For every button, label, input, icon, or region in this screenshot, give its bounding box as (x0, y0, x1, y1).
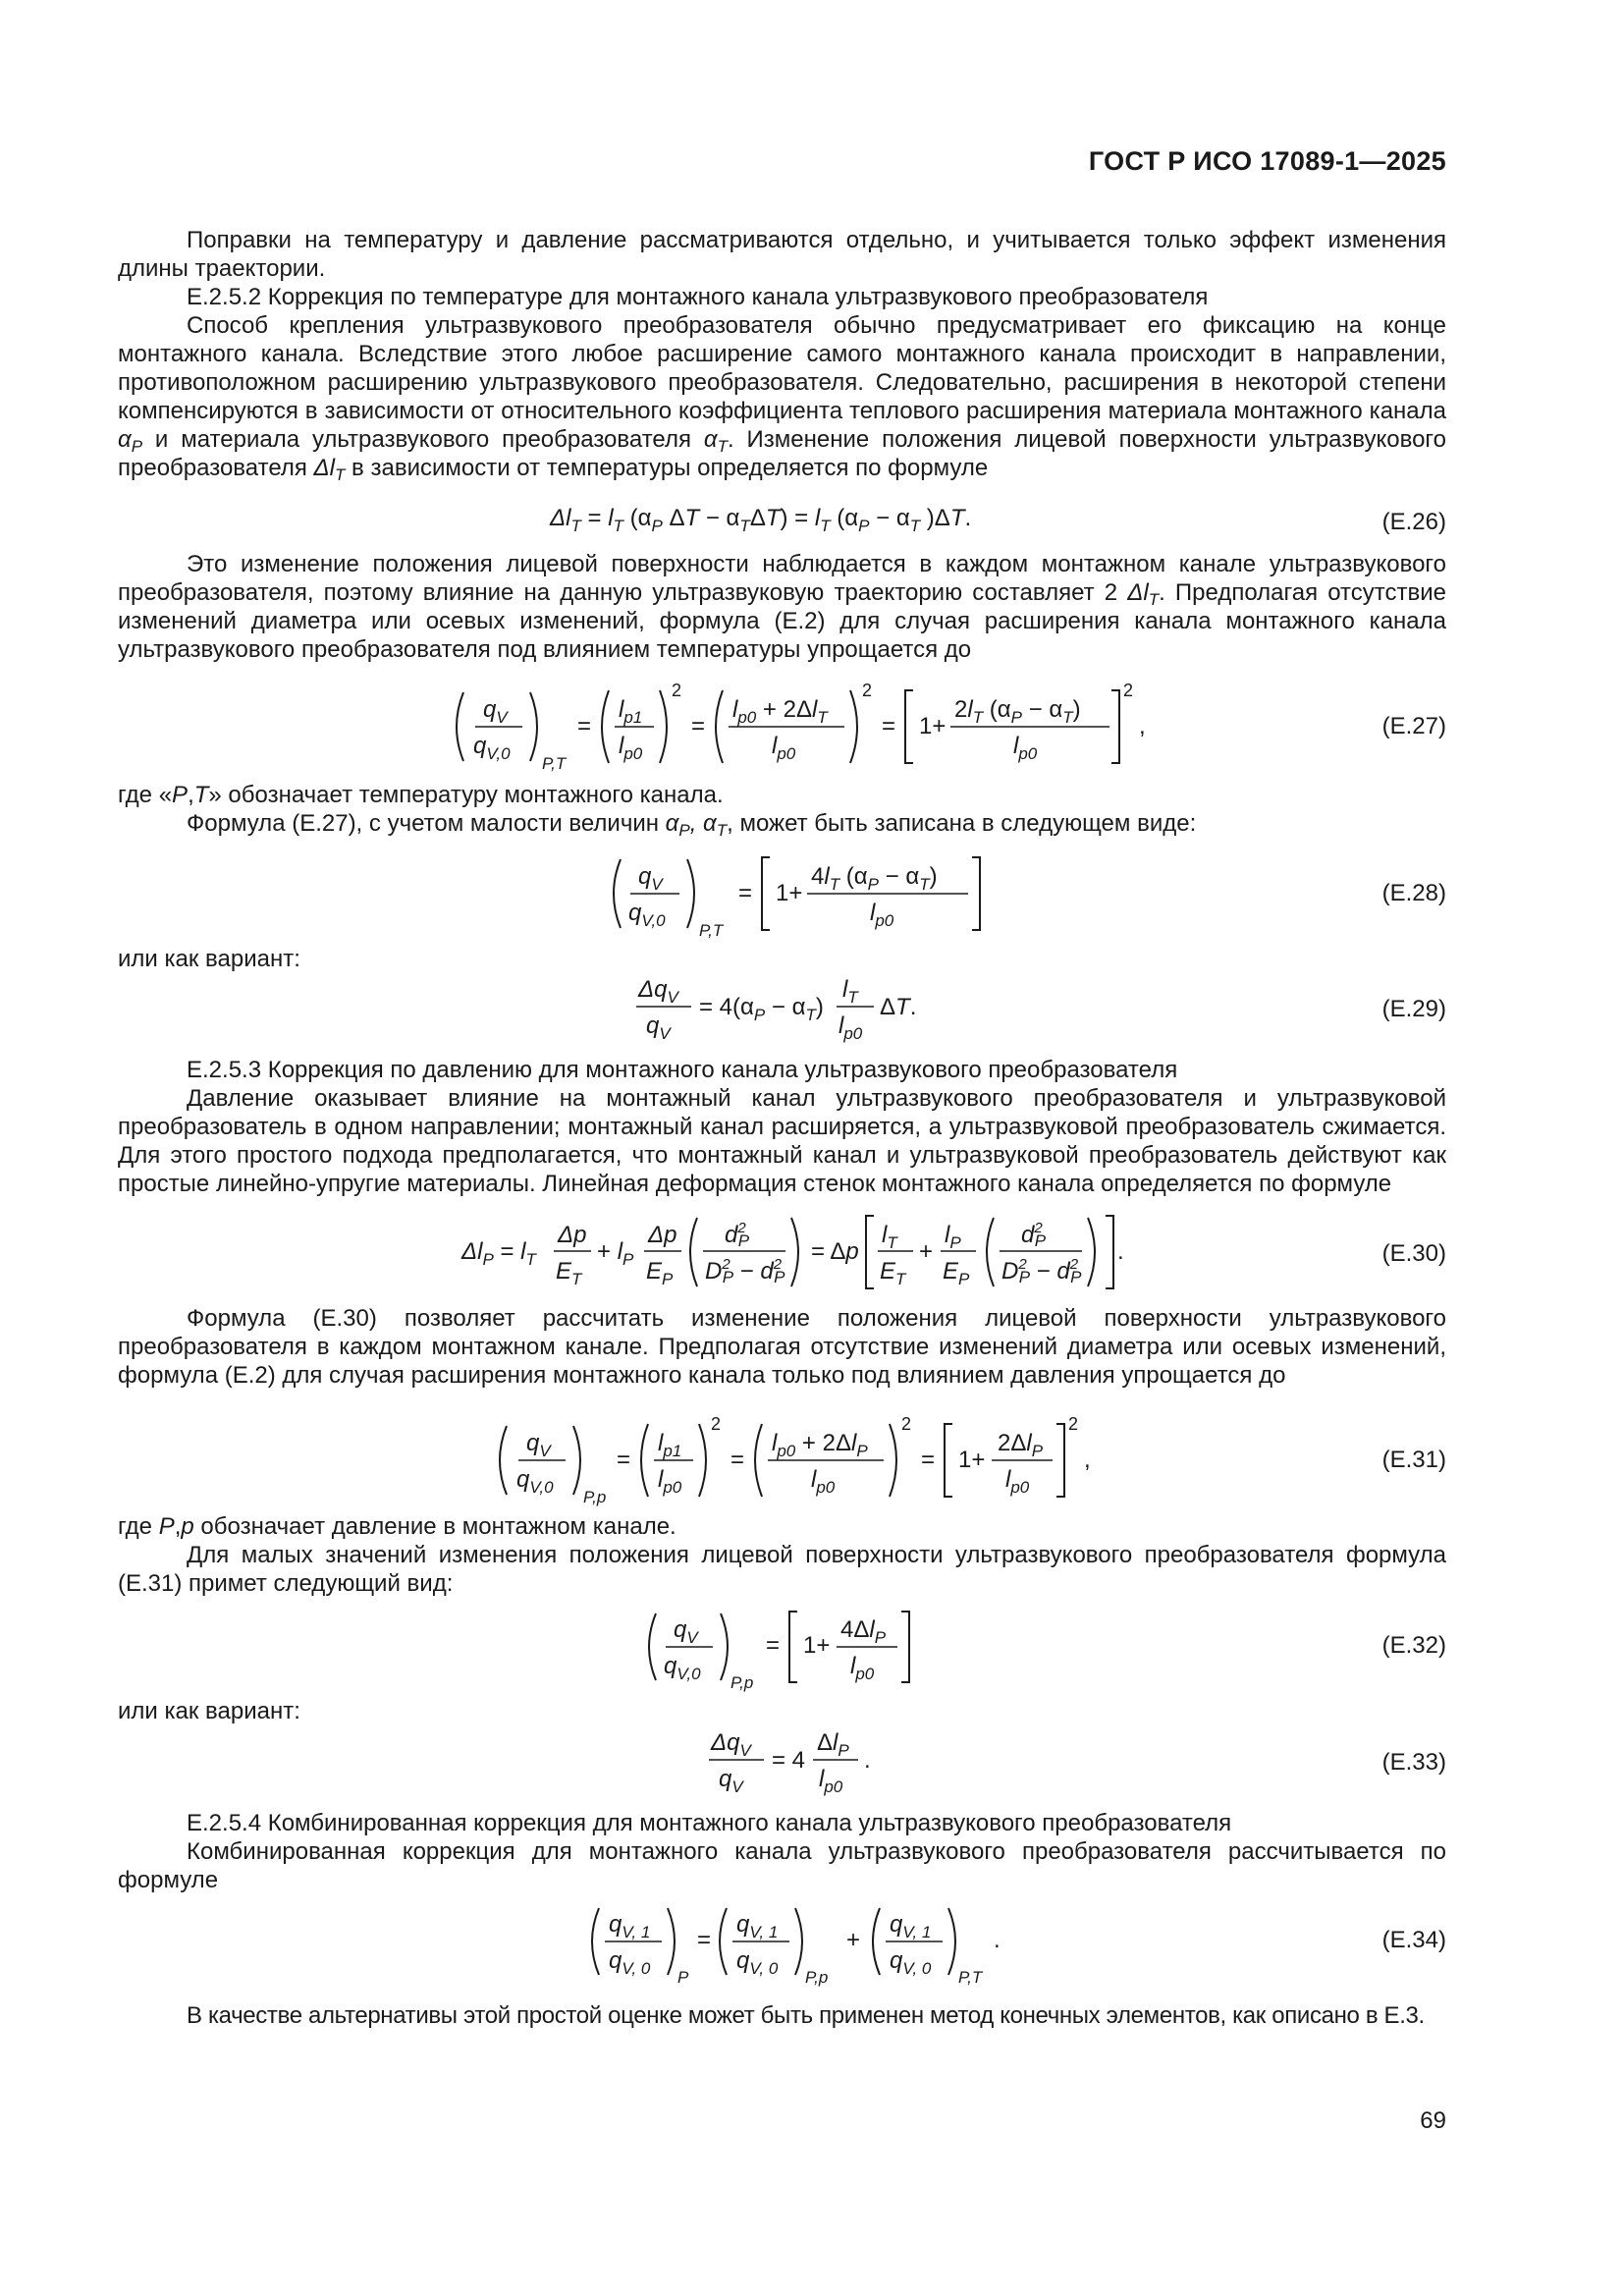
svg-text:qV, 1: $q_{V, 1}$ (736, 1911, 779, 1941)
svg-text:Δp: Δp (558, 1222, 587, 1248)
equation-e34 (118, 1890, 1446, 1994)
equation-e30 (118, 1208, 1446, 1296)
paragraph-alternative-text: В качестве альтернативы этой простой оценке может быть применен метод конечных элементов, как описано в E.3. (187, 2002, 1425, 2029)
svg-text:=: = (730, 1447, 745, 1473)
equation-number-e33: (E.33) (1381, 1749, 1446, 1776)
svg-text:lp1: $l_{p1}$ (658, 1430, 682, 1460)
equation-number-e28: (E.28) (1381, 880, 1446, 906)
svg-text:=: = (697, 1927, 712, 1953)
svg-text:2: 2 (1068, 1414, 1079, 1434)
equation-e28 (118, 840, 1446, 943)
equation-e26-formula (118, 496, 1446, 545)
section-e252-title (118, 283, 1446, 311)
svg-text:4lT (αP − αT): $4l_T$ $(\alpha_P - \alpha_T)$ (811, 863, 938, 894)
svg-text:lp0 + 2ΔlP: $l_{p0} + 2\Delta l_P$ (772, 1430, 868, 1460)
equation-e27-formula (118, 673, 1446, 781)
paragraph-temperature-effect (118, 550, 1446, 664)
svg-text:lP: $l_P$ (945, 1222, 961, 1252)
svg-text:ΔlT = lT (αP ΔT − αTΔT) = lT (: $\Delta l_T = l_T$ ($\alpha_P$ $\Delta T - \alpha_T\Delta T) = l_T$ ($\alpha_P - \alpha_T$ )ΔT. (550, 505, 972, 535)
svg-text:ET: $E_T$ (880, 1258, 906, 1288)
equation-e26 (118, 496, 1446, 545)
svg-text:lp0: $l_{p0}$ (658, 1466, 682, 1497)
equation-e30-formula (118, 1208, 1446, 1296)
equation-e34-formula (118, 1890, 1446, 1994)
svg-text:ET: $E_T$ (556, 1258, 582, 1288)
symbol-pp: P (158, 1513, 175, 1540)
svg-text:=: = (617, 1447, 631, 1473)
svg-text:2: 2 (711, 1414, 722, 1434)
equation-number-e31: (E.31) (1381, 1447, 1446, 1473)
svg-text:lp0: $l_{p0}$ (772, 733, 796, 763)
paragraph-e30-desc (118, 1304, 1446, 1390)
svg-text:1+: 1+ (776, 880, 803, 906)
equation-e29-formula (118, 967, 1446, 1046)
equation-number-e26: (E.26) (1381, 509, 1446, 535)
svg-text:qV: $q_V$ (646, 1012, 671, 1043)
svg-text:1+: 1+ (919, 713, 947, 739)
svg-text:lp0: $l_{p0}$ (839, 1012, 863, 1043)
equation-number-e30: (E.30) (1381, 1240, 1446, 1267)
svg-text:2: 2 (901, 1414, 912, 1434)
svg-text:+ lP: + $l_P$ (597, 1238, 634, 1269)
svg-text:P,p: P,p (805, 1968, 829, 1987)
svg-text:2lT (αP − αT): $2l_T$ $(\alpha_P - \alpha_T)$ (954, 696, 1081, 727)
svg-text:+: + (846, 1927, 861, 1953)
svg-text:2ΔlP: $2\Delta l_P$ (998, 1430, 1044, 1460)
svg-text:qV: $q_V$ (483, 696, 508, 727)
svg-text:lT: $l_T$ (842, 976, 858, 1007)
paragraph-where-pt-text-b: » обозначает температуру монтажного канала. (208, 782, 724, 808)
svg-text:qV, 1: $q_{V, 1}$ (609, 1911, 651, 1941)
equation-number-e32: (E.32) (1381, 1632, 1446, 1659)
paragraph-e27-small-text-b: , может быть записана в следующем виде: (727, 810, 1197, 837)
paragraph-e27-small-text-a: Формула (E.27), с учетом малости величин (187, 810, 659, 837)
paragraph-or-variant-1-text: или как вариант: (118, 946, 300, 972)
svg-text:P,T: P,T (542, 754, 567, 773)
paragraph-mounting (118, 311, 1446, 482)
symbol-delta-lt: $\Delta l_T$ (313, 455, 346, 484)
paragraph-mounting-text-d: в зависимости от температуры определяется по формуле (352, 455, 989, 481)
paragraph-or-variant-2-text: или как вариант: (118, 1698, 300, 1724)
svg-text:lp0: $l_{p0}$ (1005, 1466, 1030, 1497)
svg-text:P,p: P,p (583, 1488, 607, 1506)
svg-text:2: 2 (672, 681, 682, 700)
svg-text:+: + (919, 1238, 934, 1265)
svg-text:lp0: $l_{p0}$ (870, 900, 894, 930)
paragraph-where-pp: где P,p обозначает давление в монтажном канале. (118, 1513, 676, 1540)
paragraph-intro-text: Поправки на температуру и давление рассматриваются отдельно, и учитывается только эффект изменения длины траектории. (118, 227, 1446, 282)
svg-text:EP: $E_P$ (646, 1258, 674, 1288)
symbol-alpha-t: $\alpha_T$ (703, 426, 728, 456)
svg-text:d2P: $d^2$ P (1021, 1220, 1047, 1250)
paragraph-small-values (118, 1541, 1446, 1598)
svg-text:qV: $q_V$ (719, 1766, 743, 1796)
equation-e33 (118, 1721, 1446, 1799)
paragraph-where-pt-text-a: где « (118, 782, 173, 808)
svg-text:=: = (921, 1447, 936, 1473)
svg-text:=: = (577, 713, 592, 739)
svg-text:lp0: $l_{p0}$ (1013, 733, 1038, 763)
paragraph-temperature-effect-text-a: Это изменение положения лицевой поверхности наблюдается в каждом монтажном канале ультразвукового преобразователя, поэтому влияние на данную ультразвуковую траекторию составляет 2 (118, 551, 1446, 606)
paragraph-temperature-effect-text-b: . Предполагая отсутствие изменений диаметра или осевых изменений, формула (E.2) для случая расширения канала монтажного канала ультразвукового преобразователя под влиянием температуры упрощается до (118, 579, 1446, 663)
svg-text:.: . (864, 1747, 871, 1774)
svg-text:qV, 0: $q_{V, 0}$ (609, 1947, 651, 1978)
svg-text:4ΔlP: $4\Delta l_P$ (840, 1616, 887, 1647)
svg-text:qV,0: $q_{V,0}$ (664, 1653, 701, 1683)
svg-text:2: 2 (862, 681, 873, 700)
svg-text:qV: $q_V$ (638, 863, 663, 894)
svg-text:P,T: P,T (699, 921, 724, 940)
paragraph-alternative (118, 2001, 1446, 2030)
symbol-alpha-p: $\alpha_P$ (118, 426, 143, 456)
svg-text:D2P − d2P: $D^2$ $P - d^2$ P (1001, 1256, 1082, 1286)
svg-text:P,p: P,p (730, 1673, 754, 1692)
symbol-pt: P (172, 782, 189, 808)
equation-e31 (118, 1406, 1446, 1509)
paragraph-mounting-text-c: . Изменение положения лицевой поверхности ультразвукового преобразователя (118, 426, 1446, 481)
svg-text:=: = (766, 1632, 781, 1659)
equation-e31-formula (118, 1406, 1446, 1509)
svg-text:qV, 0: $q_{V, 0}$ (890, 1947, 932, 1978)
paragraph-where-pp-text-b: обозначает давление в монтажном канале. (200, 1513, 676, 1540)
paragraph-pressure (118, 1084, 1446, 1198)
svg-text:lT: $l_T$ (882, 1222, 897, 1252)
svg-text:lp1: $l_{p1}$ (619, 696, 643, 727)
svg-text:.: . (1117, 1238, 1124, 1265)
paragraph-intro (118, 226, 1446, 283)
svg-text:=: = (691, 713, 706, 739)
svg-text:lp0: $l_{p0}$ (619, 733, 643, 763)
page-number: 69 (1420, 2107, 1446, 2134)
svg-text:Δp: Δp (648, 1222, 677, 1248)
svg-text:ΔlP: $\Delta l_P$ (817, 1729, 849, 1760)
paragraph-combined-text: Комбинированная коррекция для монтажного канала ультразвукового преобразователя рассчитывается по формуле (118, 1838, 1446, 1893)
svg-text:.: . (994, 1927, 1001, 1953)
equation-e29 (118, 967, 1446, 1046)
paragraph-pressure-text: Давление оказывает влияние на монтажный канал ультразвукового преобразователя и ультразвуковой преобразователь в одном направлении; монтажный канал расширяется, а ультразвуковой преобразователь сжимается. Для этого простого подхода предполагается, что монтажный канал и ультразвуковой преобразователь действуют как простые линейно-упругие материалы. Линейная деформация стенок монтажного канала определяется по формуле (118, 1085, 1446, 1197)
equation-e32-formula (118, 1596, 1446, 1694)
svg-text:P: P (677, 1968, 689, 1987)
paragraph-e27-small (118, 809, 1446, 838)
svg-text:qV,0: $q_{V,0}$ (516, 1466, 554, 1497)
svg-text:1+: 1+ (803, 1632, 831, 1659)
equation-number-e29: (E.29) (1381, 996, 1446, 1022)
svg-text:lp0 + 2ΔlT: $l_{p0} + 2\Delta l_T$ (732, 696, 828, 727)
section-e254-title-text: E.2.5.4 Комбинированная коррекция для монтажного канала ультразвукового преобразователя (187, 1810, 1232, 1836)
svg-text:ΔT.: ΔT. (880, 994, 917, 1020)
paragraph-e30-desc-text: Формула (E.30) позволяет рассчитать изменение положения лицевой поверхности ультразвукового преобразователя в каждом монтажном канале. Предполагая отсутствие изменений диаметра или осевых изменений, формула (E.2) для случая расширения монтажного канала только под влиянием давления упрощается до (118, 1305, 1446, 1389)
svg-text:qV,0: $q_{V,0}$ (628, 900, 666, 930)
equation-e32 (118, 1596, 1446, 1694)
symbol-delta-lt-2: $\Delta l_T$ (1127, 579, 1160, 609)
equation-number-e27: (E.27) (1381, 713, 1446, 739)
paragraph-mounting-text-a: Способ крепления ультразвукового преобразователя обычно предусматривает его фиксацию на конце монтажного канала. Вследствие этого любое расширение самого монтажного канала происходит в направлении, противоположном расширению ультразвукового преобразователя. Следовательно, расширения в некоторой степени компенсируются в зависимости от относительного коэффициента теплового расширения материала монтажного канала (118, 312, 1446, 424)
symbol-alpha-pair: $\alpha_P$, $\alpha_T$ (665, 810, 728, 840)
svg-text:qV: $q_V$ (674, 1616, 698, 1647)
svg-text:EP: $E_P$ (943, 1258, 970, 1288)
paragraph-where-pt: где «P,T» обозначает температуру монтажного канала. (118, 782, 724, 808)
svg-text:ΔlP = lT: $\Delta l_P = l_T$ (461, 1238, 536, 1269)
svg-text:,: , (1139, 713, 1146, 739)
svg-text:=: = (738, 880, 753, 906)
section-e253-title-text: E.2.5.3 Коррекция по давлению для монтажного канала ультразвукового преобразователя (187, 1057, 1178, 1083)
paragraph-mounting-text-b: и материала ультразвукового преобразователя (154, 426, 691, 453)
svg-text:= 4: = 4 (772, 1747, 806, 1774)
svg-text:qV,0: $q_{V,0}$ (473, 733, 511, 763)
svg-text:qV: $q_V$ (526, 1430, 551, 1460)
svg-text:qV, 0: $q_{V, 0}$ (736, 1947, 779, 1978)
equation-e33-formula (118, 1721, 1446, 1799)
document-code-header: ГОСТ Р ИСО 17089-1—2025 (1088, 146, 1446, 176)
equation-number-e34: (E.34) (1381, 1927, 1446, 1953)
svg-text:lp0: $l_{p0}$ (811, 1466, 836, 1497)
section-e253-title (118, 1056, 1446, 1084)
svg-text:1+: 1+ (958, 1447, 986, 1473)
svg-text:= Δp: = Δp (811, 1238, 859, 1265)
equation-e28-formula (118, 840, 1446, 943)
svg-text:lp0: $l_{p0}$ (850, 1653, 875, 1683)
svg-text:ΔqV: $\Delta q_V$ (638, 976, 678, 1007)
section-e254-title (118, 1809, 1446, 1837)
svg-text:P,T: P,T (958, 1968, 983, 1987)
svg-text:lp0: $l_{p0}$ (819, 1766, 843, 1796)
svg-text:= 4(αP − αT): = $4(\alpha_P - \alpha_T)$ (699, 994, 824, 1024)
equation-e27 (118, 673, 1446, 781)
paragraph-where-pp-text-a: где (118, 1513, 153, 1540)
svg-text:d2P: $d^2$ P (725, 1220, 750, 1250)
paragraph-small-values-text: Для малых значений изменения положения лицевой поверхности ультразвукового преобразователя формула (E.31) примет следующий вид: (118, 1542, 1446, 1597)
paragraph-combined (118, 1837, 1446, 1894)
section-e252-title-text: E.2.5.2 Коррекция по температуре для монтажного канала ультразвукового преобразователя (187, 284, 1209, 310)
svg-text:ΔqV: $\Delta q_V$ (711, 1729, 751, 1760)
svg-text:D2P − d2P: $D^2$ $P - d^2$ P (705, 1256, 785, 1286)
svg-text:,: , (1084, 1447, 1091, 1473)
svg-text:2: 2 (1123, 681, 1134, 700)
svg-text:qV, 1: $q_{V, 1}$ (890, 1911, 932, 1941)
svg-text:=: = (882, 713, 896, 739)
